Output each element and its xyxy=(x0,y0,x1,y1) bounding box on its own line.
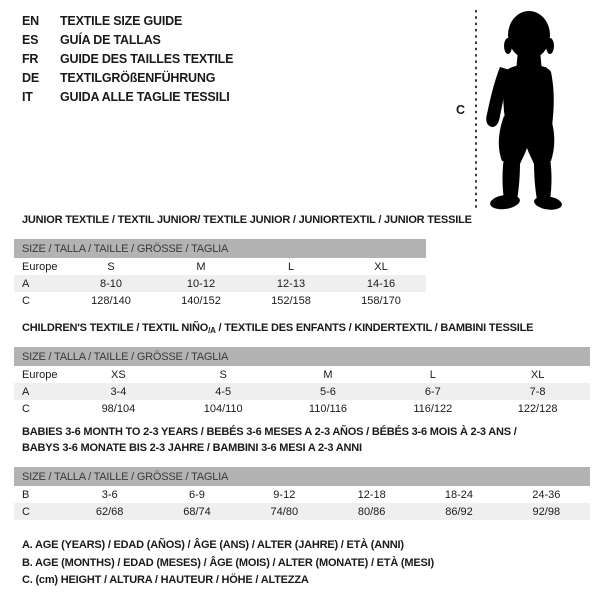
toddler-silhouette xyxy=(484,10,574,210)
children-table-title xyxy=(22,322,533,335)
title-line-2: BABYS 3-6 MONATE BIS 2-3 JAHRE / BAMBINI 3-6 MESI A 2-3 ANNI xyxy=(22,442,362,454)
cell: 8-10 xyxy=(66,275,156,292)
cell: 6-9 xyxy=(189,488,205,501)
measurement-legend xyxy=(22,537,434,590)
language-label: GUIDA ALLE TAGLIE TESSILI xyxy=(60,89,230,104)
cell: S xyxy=(219,368,227,381)
title-text: CHILDREN'S TEXTILE / TEXTIL NIÑO xyxy=(22,322,209,334)
row-label: A xyxy=(14,383,66,400)
cell: 122/128 xyxy=(517,402,558,415)
cell: 18-24 xyxy=(444,488,474,501)
cell: XL xyxy=(374,260,388,273)
cell: 5-6 xyxy=(276,383,381,400)
legend-line-b: B. AGE (MONTHS) / EDAD (MESES) / ÂGE (MOIS) / ALTER (MONATE) / ETÀ (MESI) xyxy=(22,556,434,569)
cell: 140/152 xyxy=(181,294,221,307)
children-size-table xyxy=(14,347,590,417)
cell: 12-18 xyxy=(357,488,386,501)
language-label: GUIDE DES TAILLES TEXTILE xyxy=(60,51,234,66)
cell: 104/110 xyxy=(203,402,243,415)
size-header: SIZE / TALLA / TAILLE / GRÖSSE / TAGLIA xyxy=(14,467,590,486)
cell: 68/74 xyxy=(153,503,240,520)
cell: M xyxy=(323,368,333,381)
cell: 7-8 xyxy=(485,383,590,400)
row-label: C xyxy=(22,294,30,307)
cell: 110/116 xyxy=(308,402,348,415)
table-row xyxy=(14,258,426,275)
cell: 74/80 xyxy=(241,503,328,520)
language-row-fr xyxy=(22,49,233,68)
legend-line-a: A. AGE (YEARS) / EDAD (AÑOS) / ÂGE (ANS) / ALTER (JAHRE) / ETÀ (ANNI) xyxy=(22,539,404,551)
language-title-list xyxy=(22,11,233,106)
cell: XL xyxy=(530,368,545,381)
table-row xyxy=(14,383,590,400)
cell: 24-36 xyxy=(532,488,561,501)
language-code: FR xyxy=(22,51,39,66)
language-row-es xyxy=(22,30,233,49)
cell: 3-6 xyxy=(101,488,118,501)
table-row xyxy=(14,275,426,292)
language-row-de xyxy=(22,68,233,87)
babies-size-table xyxy=(14,467,590,520)
row-label: Europe xyxy=(22,260,58,273)
cell: 86/92 xyxy=(415,503,502,520)
cell: S xyxy=(107,260,115,273)
cell: 10-12 xyxy=(156,275,246,292)
table-header-row xyxy=(14,467,590,486)
row-label: Europe xyxy=(22,368,58,381)
row-label: C xyxy=(22,402,30,415)
cell: 98/104 xyxy=(101,402,136,415)
language-code: DE xyxy=(22,70,39,85)
junior-table-title: JUNIOR TEXTILE / TEXTIL JUNIOR/ TEXTILE JUNIOR / JUNIORTEXTIL / JUNIOR TESSILE xyxy=(22,214,472,226)
cell: 12-13 xyxy=(246,275,336,292)
size-header: SIZE / TALLA / TAILLE / GRÖSSE / TAGLIA xyxy=(14,347,590,366)
junior-size-table xyxy=(14,239,426,309)
cell: L xyxy=(429,368,436,381)
cell: L xyxy=(287,260,295,273)
row-label: B xyxy=(22,488,30,501)
legend-line-c: C. (cm) HEIGHT / ALTURA / HAUTEUR / HÖHE / ALTEZZA xyxy=(22,574,309,586)
language-code: IT xyxy=(22,89,33,104)
table-row xyxy=(14,400,590,417)
cell: 6-7 xyxy=(380,383,485,400)
table-row xyxy=(14,292,426,309)
cell: M xyxy=(196,260,206,273)
cell: 128/140 xyxy=(91,294,131,307)
table-row xyxy=(14,486,590,503)
row-label: A xyxy=(14,275,66,292)
cell: XS xyxy=(111,368,126,381)
cell: 4-5 xyxy=(171,383,276,400)
cell: 14-16 xyxy=(336,275,426,292)
height-marker-label: C xyxy=(456,103,466,117)
table-row xyxy=(14,366,590,383)
language-row-it xyxy=(22,87,233,106)
cell: 3-4 xyxy=(66,383,171,400)
language-label: GUÍA DE TALLAS xyxy=(60,32,161,47)
table-header-row xyxy=(14,347,590,366)
cell: 158/170 xyxy=(361,294,401,307)
size-header: SIZE / TALLA / TAILLE / GRÖSSE / TAGLIA xyxy=(14,239,426,258)
cell: 116/122 xyxy=(413,402,453,415)
language-label: TEXTILGRÖßENFÜHRUNG xyxy=(60,70,216,85)
height-marker-dashed-line xyxy=(474,10,478,210)
cell: 152/158 xyxy=(271,294,311,307)
title-line-1: BABIES 3-6 MONTH TO 2-3 YEARS / BEBÉS 3-6 MESES A 2-3 AÑOS / BÉBÉS 3-6 MOIS À 2-3 ANS / xyxy=(22,426,517,438)
table-row xyxy=(14,503,590,520)
title-subscript: /A xyxy=(208,326,216,335)
cell: 62/68 xyxy=(66,503,153,520)
language-row-en xyxy=(22,11,233,30)
table-header-row xyxy=(14,239,426,258)
language-code: ES xyxy=(22,32,39,47)
cell: 80/86 xyxy=(328,503,415,520)
babies-table-title xyxy=(22,424,517,456)
language-label: TEXTILE SIZE GUIDE xyxy=(60,13,183,28)
language-code: EN xyxy=(22,13,39,28)
title-text: / TEXTILE DES ENFANTS / KINDERTEXTIL / BAMBINI TESSILE xyxy=(215,322,534,334)
cell: 9-12 xyxy=(273,488,296,501)
row-label: C xyxy=(14,503,66,520)
cell: 92/98 xyxy=(503,503,590,520)
